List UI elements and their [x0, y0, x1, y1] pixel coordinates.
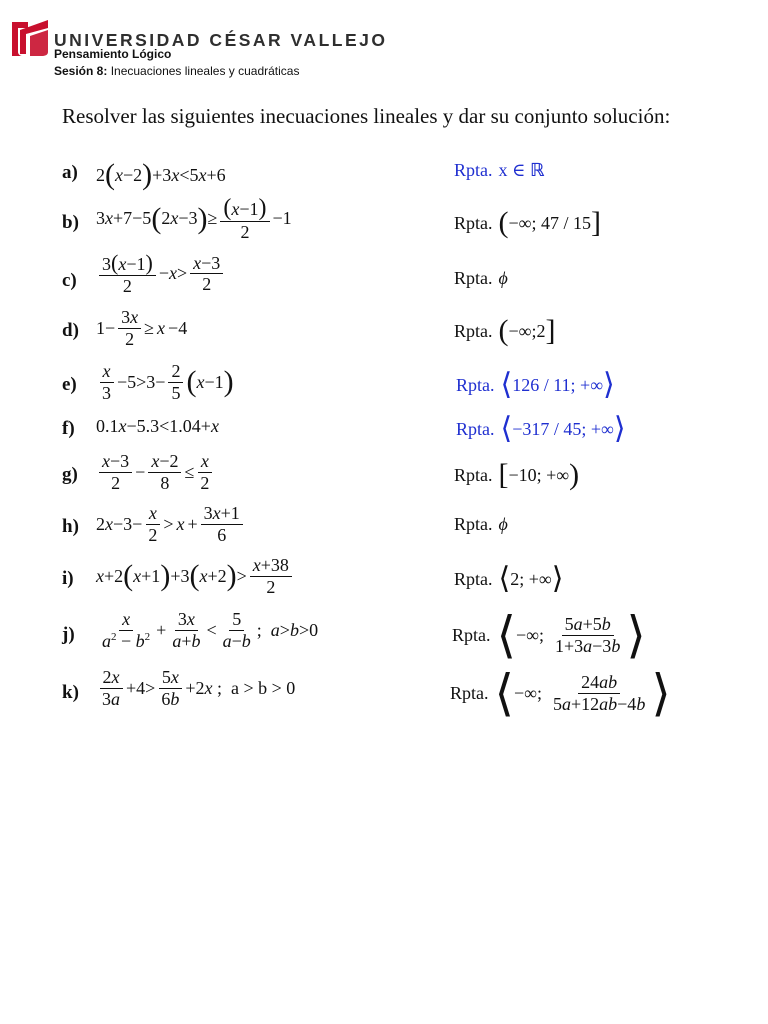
answer-k: Rpta. ⟨ −∞; $\frac{24ab}{5a+12ab-4b}$ ⟩	[450, 665, 671, 721]
problem-letter: e)	[62, 374, 77, 395]
inequality-k: $\frac{2x}{3a}$ +4> $\frac{5x}{6b}$ +2 x ; a > b > 0	[96, 668, 295, 709]
answer-b: Rpta. ( −∞; 47 / 15 ]	[454, 206, 601, 239]
inequality-g: $\frac{x-3}{2}$ − $\frac{x-2}{8}$ ≤ $\frac{x}{2}$	[96, 452, 215, 493]
rpta-label: Rpta.	[454, 212, 493, 233]
inequality-j: $\frac{x}{a^2 - b^2}$ + $\frac{3x}{a+b}$ < $\frac{5}{a-b}$ ; a > b >0	[102, 609, 319, 651]
answer-a: Rpta. x ∈ ℝ	[454, 160, 545, 181]
problem-letter: h)	[62, 516, 79, 537]
answer-f: Rpta. ⟨ −317 / 45; +∞ ⟩	[456, 412, 626, 445]
answer-g: Rpta. [ −10; +∞ )	[454, 458, 580, 491]
answer-c: Rpta. ϕ	[454, 268, 508, 288]
answer-h: Rpta. ϕ	[454, 514, 508, 534]
answer-i: Rpta. ⟨ 2; +∞ ⟩	[454, 562, 564, 595]
session-line	[54, 64, 299, 78]
answer-j: Rpta. ⟨ −∞; $\frac{5a+5b}{1+3a-3b}$ ⟩	[452, 607, 646, 663]
inequality-i: x +2 ( x +1 ) +3 ( x +2 ) > $\frac{x+38}{2}$	[96, 556, 295, 597]
rpta-label: Rpta.	[456, 418, 495, 439]
inequality-d: 1− $\frac{3x}{2}$ ≥ x −4	[96, 307, 188, 349]
rpta-label: Rpta.	[452, 624, 491, 645]
session-label: Sesión 8:	[54, 64, 108, 78]
rpta-label: Rpta.	[454, 464, 493, 485]
inequality-a: 2 ( x −2 ) +3 x <5 x +6	[96, 158, 226, 191]
problem-letter: d)	[62, 320, 79, 341]
answer-e: Rpta. ⟨ 126 / 11; +∞ ⟩	[456, 368, 615, 401]
inequality-e: $\frac{x}{3}$ −5>3− $\frac{2}{5}$ ( x −1 )	[96, 362, 234, 403]
university-logo-icon	[8, 18, 56, 58]
inequality-b: 3 x +7−5 ( 2 x −3 ) ≥ $\frac{(x-1)}{2}$ −1	[96, 195, 292, 242]
problem-letter: k)	[62, 682, 79, 703]
inequality-c: $\frac{3(x-1)}{2}$ − x > $\frac{x-3}{2}$	[96, 252, 226, 296]
problem-letter: c)	[62, 270, 77, 291]
rpta-label: Rpta.	[454, 568, 493, 589]
answer-d: Rpta. ( −∞;2 ]	[454, 314, 556, 347]
problem-letter: a)	[62, 162, 78, 183]
problem-letter: i)	[62, 568, 74, 589]
session-title: Inecuaciones lineales y cuadráticas	[110, 64, 300, 78]
course-name: Pensamiento Lógico	[54, 47, 172, 61]
problem-letter: b)	[62, 212, 79, 233]
rpta-label: Rpta.	[454, 320, 493, 341]
problem-letter: j)	[62, 624, 75, 645]
rpta-label: Rpta.	[454, 514, 493, 534]
rpta-label: Rpta.	[456, 374, 495, 395]
inequality-f: 0.1 x −5.3<1.04+ x	[96, 416, 219, 436]
inequality-h: 2 x −3− $\frac{x}{2}$ > x + $\frac{3x+1}{6}$	[96, 504, 246, 545]
problem-letter: f)	[62, 418, 75, 439]
university-name: UNIVERSIDAD CÉSAR VALLEJO	[54, 30, 388, 50]
rpta-label: Rpta.	[454, 160, 493, 180]
rpta-label: Rpta.	[454, 268, 493, 288]
rpta-label: Rpta.	[450, 682, 489, 703]
problem-letter: g)	[62, 464, 78, 485]
instruction-heading: Resolver las siguientes inecuaciones lineales y dar su conjunto solución:	[62, 104, 671, 128]
